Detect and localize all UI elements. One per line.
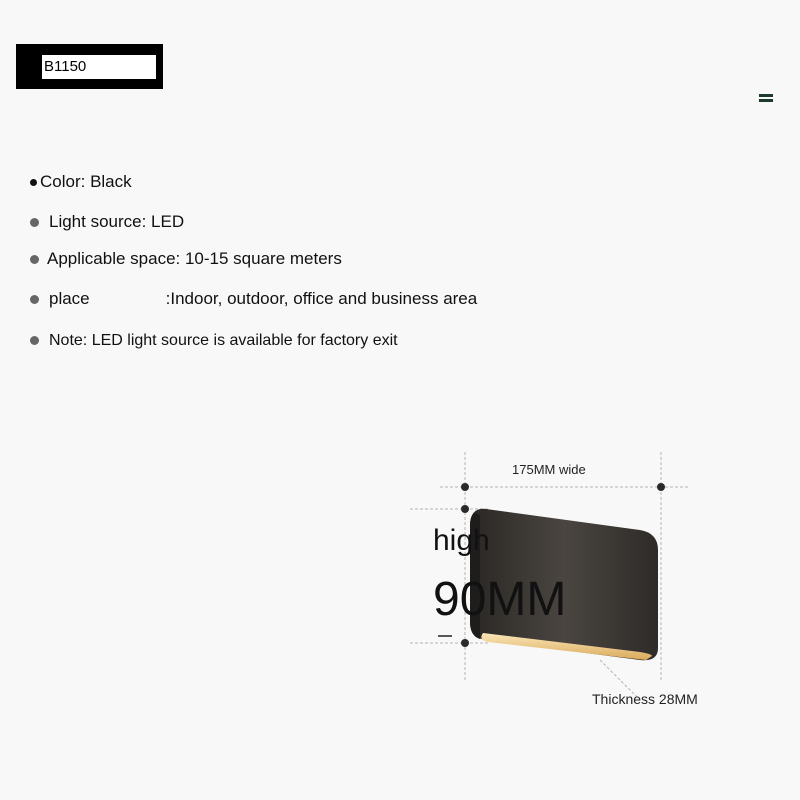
spec-note: [30, 332, 398, 350]
height-word-label: high: [433, 524, 490, 557]
bullet-icon: [30, 336, 39, 345]
spec-place-value: :Indoor, outdoor, office and business area: [165, 289, 478, 308]
model-code: B1150: [42, 55, 156, 79]
spec-color: [30, 172, 132, 192]
bullet-icon: [30, 295, 39, 304]
spec-light-source: [30, 212, 184, 232]
spec-place-label: place: [49, 289, 90, 308]
thickness-dimension-label: Thickness 28MM: [592, 691, 698, 707]
spec-place: [30, 289, 477, 309]
bullet-icon: [30, 179, 37, 186]
model-tag: [16, 44, 163, 89]
width-dimension-label: 175MM wide: [512, 462, 586, 477]
spec-color-text: Color: Black: [40, 172, 132, 191]
spec-note-text: Note: LED light source is available for factory exit: [49, 332, 398, 349]
spec-light-source-text: Light source: LED: [49, 212, 185, 231]
bullet-icon: [30, 218, 39, 227]
spec-applicable-space: [30, 249, 342, 269]
height-value-label: 90MM: [433, 573, 567, 626]
bullet-icon: [30, 255, 39, 264]
spec-applicable-space-text: Applicable space: 10-15 square meters: [47, 249, 342, 268]
menu-icon: [759, 94, 773, 104]
